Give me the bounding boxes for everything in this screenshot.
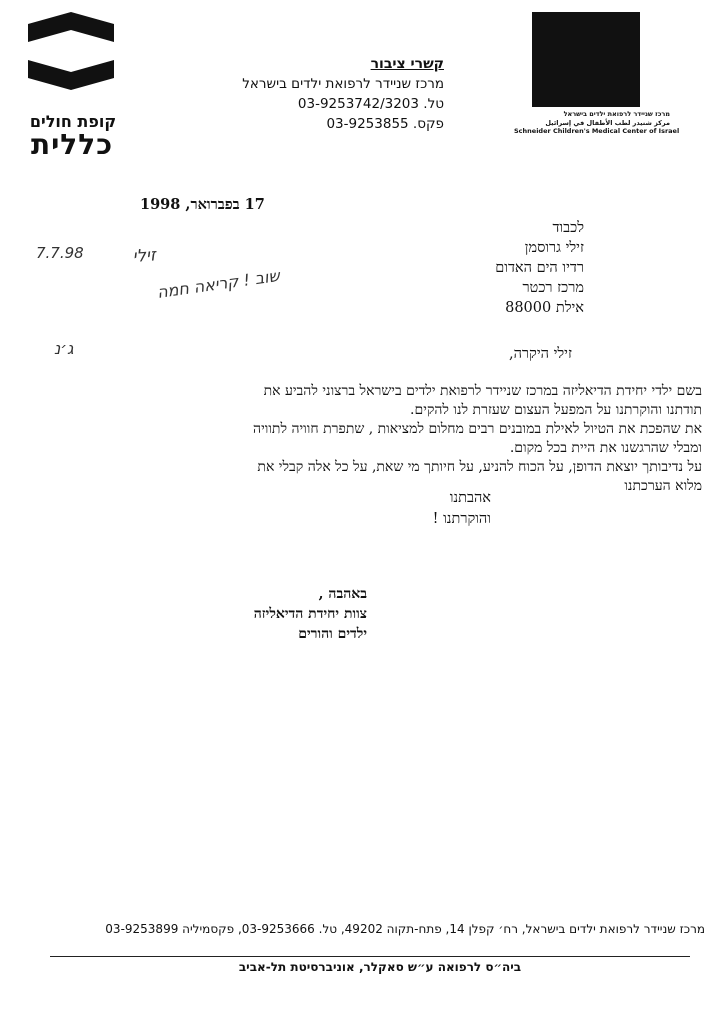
clalit-logo-text-main: כללית <box>30 128 114 161</box>
address-line: זילי גרוסמן <box>524 240 584 256</box>
letterhead-header <box>204 54 444 134</box>
phone-number: טל. 03-9253742/3203 <box>297 96 444 112</box>
body-line: את שהפכת את הטיול לאילת במובנים רבים מחלום למציאות , שתפרת חוויה לתוויה <box>253 421 702 437</box>
sign-off-line: אהבתנו <box>449 490 491 506</box>
address-line: לכבוד <box>552 220 584 236</box>
schneider-arabic: مركز شنيدر لطب الأطفال في إسرائيل <box>545 118 670 127</box>
sign-off-line: והוקרתנו ! <box>432 511 491 527</box>
handwritten-name: זילי <box>131 245 157 267</box>
recipient-address <box>384 218 584 318</box>
signature-line: ילדים והורים <box>298 626 367 642</box>
signature-line: באהבה , <box>318 586 367 602</box>
body-line: ומבלי שהרגשנו את היית בכל מקום. <box>509 440 702 456</box>
organization-name: מרכז שניידר לרפואת ילדים בישראל <box>242 76 444 92</box>
address-line: מרכז רכטר <box>522 280 584 296</box>
signature-block <box>147 584 367 644</box>
body-line: בשם ילדי יחידת הדיאליזה במרכז שניידר לרפואת ילדים בישראל ברצוני להביע את <box>263 383 702 399</box>
schneider-logo-text <box>514 110 680 136</box>
department-title: קשרי ציבור <box>370 56 444 72</box>
body-line: על נדיבותך יוצאת הדופן, על הכוח להניע, על חיותך מי שאת, על כל אלה קבלי את <box>257 459 702 475</box>
clalit-logo-text-top: קופת חולים <box>29 112 117 131</box>
handwritten-date: 7.7.98 <box>36 244 84 262</box>
body-line: תודתנו והוקרתנו על המפעל העצום שעזרת לנו להקים. <box>410 402 702 418</box>
sign-off <box>291 488 491 530</box>
letter-body <box>22 382 702 496</box>
handwritten-remark: שוב ! קריאה חמה <box>155 265 281 302</box>
footer-address: מרכז שניידר לרפואת ילדים בישראל, רח׳ קפלן 14, פתח-תקוה 49202, טל. 03-9253666, פקסמיליה 03-9253899 <box>105 922 705 936</box>
body-line: מלוא הערכתנו <box>624 478 702 494</box>
footer-affiliation: ביה״ס לרפואה ע״ש סאקלר, אוניברסיטת תל-אביב <box>238 960 522 974</box>
fax-number: פקס. 03-9253855 <box>326 116 444 132</box>
schneider-hebrew: מרכז שניידר לרפואת ילדים בישראל <box>563 110 670 118</box>
signature-line: צוות יחידת הדיאליזה <box>253 606 367 622</box>
footer-divider <box>50 956 690 957</box>
address-line: אילת 88000 <box>505 300 584 316</box>
address-line: רדיו הים האדום <box>495 260 584 276</box>
letter-date: 17 בפברואר, 1998 <box>140 196 265 213</box>
clalit-logo <box>28 12 114 90</box>
schneider-english: Schneider Children's Medical Center of Israel <box>514 127 680 135</box>
handwritten-initials: ג׳נ <box>54 339 74 358</box>
handwritten-note <box>8 236 281 366</box>
greeting: זילי היקרה, <box>508 346 572 362</box>
schneider-logo-mark <box>532 12 640 107</box>
